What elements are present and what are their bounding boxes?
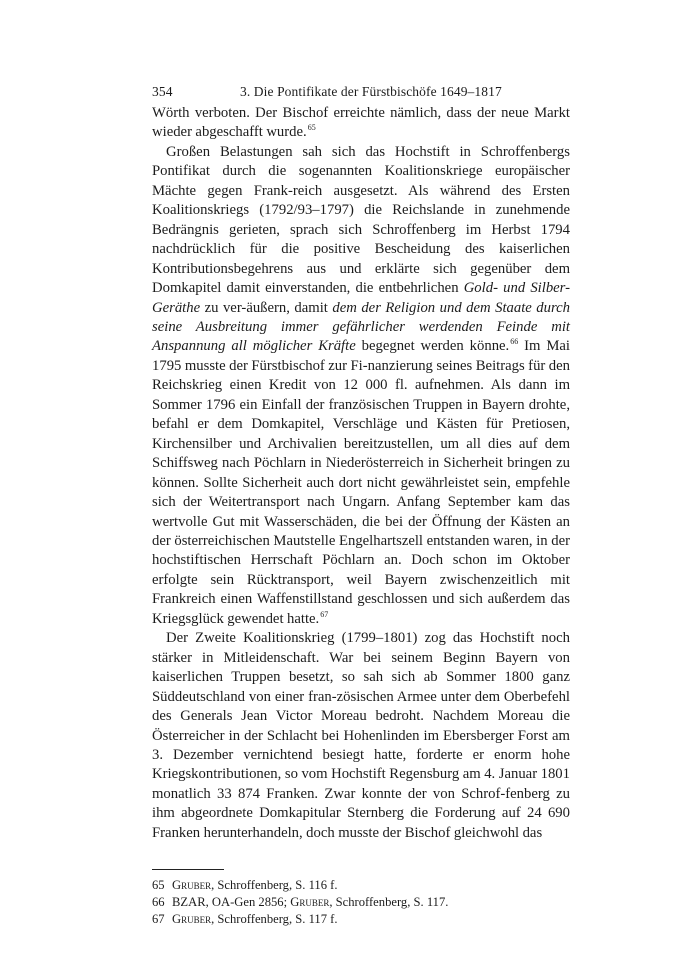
footnote-ref-66[interactable]: 66 [510, 337, 519, 347]
footnote-citation: , Schroffenberg, S. 117. [329, 895, 449, 910]
footnote-citation: , Schroffenberg, S. 116 f. [211, 878, 338, 893]
paragraph-2-text-d: Im Mai 1795 musste der Fürstbischof zur Fi-nanzierung seines Beitrags für den Reichskrieg einen Kredit von 12 000 fl. aufnehmen. Als dann im Sommer 1796 ein Einfall der französischen Truppen in Bayern drohte, befahl er dem Domkapitel, Verschläge und Kästen für Pretiosen, Kirchensilber und Archivalien bereitzustellen, um all dies auf dem Schiffsweg nach Pöchlarn in Niederösterreich in Sicherheit bringen zu können. Sollte Sicherheit auch dort nicht gewährleistet sein, empfehle sich der Weitertransport nach Ungarn. Anfang September kam das wertvolle Gut mit Wasserschäden, die bei der Öffnung der Kästen an der österreichischen Mautstelle Engelhartszell entstanden waren, in der hochstiftischen Herrschaft Pöchlarn an. Doch schon im Oktober erfolgte sein Rücktransport, weil Bayern zwischenzeitlich mit Frankreich einen Waffenstillstand geschlossen und sich außerdem das Kriegsglück gewendet hatte. [152, 338, 571, 627]
footnote-number: 65 [152, 878, 165, 893]
quote-gold-silber: Gold- und Silber-Geräthe [152, 280, 570, 316]
running-title: 3. Die Pontifikate der Fürstbischöfe 1649–1817 [240, 84, 502, 99]
book-page [152, 84, 570, 928]
footnotes [152, 877, 570, 928]
footnote-author: Gruber [172, 912, 212, 927]
paragraph-3-text: Der Zweite Koalitionskrieg (1799–1801) zog das Hochstift noch stärker in Mitleidenschaft. War bei seinem Beginn Bayern von kaiserlichen Truppen besetzt, so sah sich ab Sommer 1800 ganz Süddeutschland von einer fran-zösischen Armee unter dem Oberbefehl des Generals Jean Victor Moreau bedroht. Nachdem Moreau die Österreicher in der Schlacht bei Hohenlinden im Ebersberger Forst am 3. Dezember vernichtend besiegt hatte, forderte er enorm hohe Kriegskontributionen, so vom Hochstift Regensburg am 4. Januar 1801 monatlich 33 874 Franken. Zwar konnte der von Schrof-fenberg zu ihm abgeordnete Domkapitular Sternberg die Forderung auf 24 690 Franken herunterhandeln, doch musste der Bischof gleichwohl das [152, 630, 570, 841]
footnote-number: 67 [152, 912, 165, 927]
quote-religion-staate: dem der Religion und dem Staate durch seine Ausbreitung immer gefährlicher werdenden Feinde mit Anspannung all möglicher Kräfte [152, 299, 571, 355]
paragraph-2-text-b: zu ver-äußern, damit [200, 299, 333, 316]
paragraph-1 [152, 104, 570, 143]
footnote-archive-ref: BZAR, OA-Gen 2856; [172, 895, 291, 910]
paragraph-2 [152, 143, 570, 629]
running-head [152, 84, 570, 104]
footnote-ref-67[interactable]: 67 [320, 609, 329, 619]
footnote-ref-65[interactable]: 65 [307, 123, 316, 133]
footnote-67 [152, 911, 570, 928]
footnote-66 [152, 894, 570, 911]
paragraph-2-text-a: Großen Belastungen sah sich das Hochstift in Schroffenbergs Pontifikat durch die sogenannten Koalitionskriege europäischer Mächte gegen Frank-reich ausgesetzt. Als während des Ersten Koalitionskriegs (1792/93–1797) die Reichslande in zunehmende Bedrängnis gerieten, sprach sich Schroffenberg im Herbst 1794 nachdrücklich für die positive Bescheidung des kaiserlichen Kontributionsbegehrens aus und erklärte sich gegenüber dem Domkapitel damit einverstanden, die entbehrlichen [152, 143, 570, 297]
footnote-number: 66 [152, 895, 165, 910]
body-text [152, 104, 570, 843]
paragraph-1-text: Wörth verboten. Der Bischof erreichte nämlich, dass der neue Markt wieder abgeschafft wurde. [152, 105, 570, 141]
paragraph-3 [152, 629, 570, 843]
paragraph-2-text-c: begegnet werden könne. [355, 338, 510, 355]
page-number: 354 [152, 84, 173, 99]
footnote-author: Gruber [172, 878, 212, 893]
footnote-author: Gruber [290, 895, 330, 910]
footnote-citation: , Schroffenberg, S. 117 f. [211, 912, 338, 927]
footnote-rule [152, 869, 224, 870]
footnote-65 [152, 877, 570, 894]
